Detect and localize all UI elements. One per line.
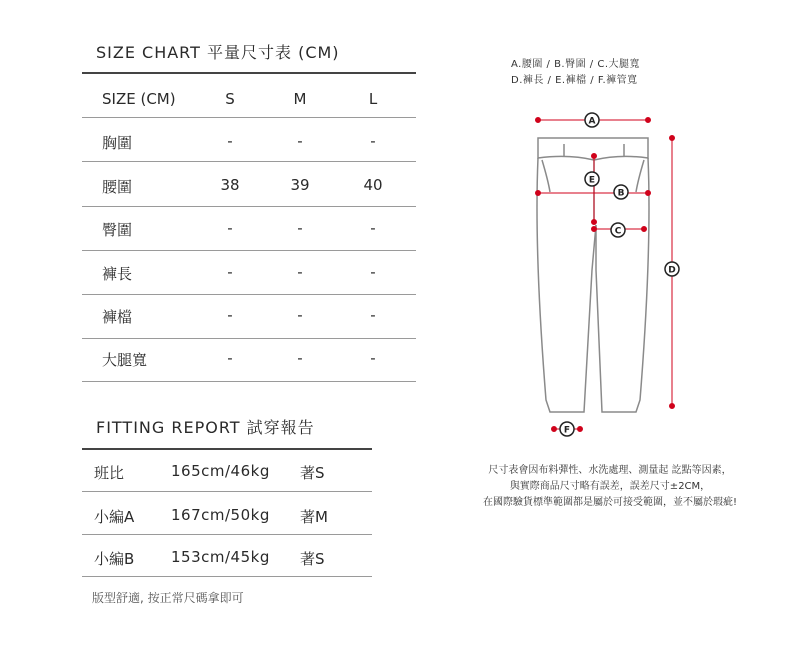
measurement-legend-line-1: A.腰圍 / B.臀圍 / C.大腿寬 — [511, 59, 640, 70]
svg-text:D: D — [668, 265, 676, 276]
fitting-row-name: 小編A — [94, 508, 135, 526]
marker-d — [665, 262, 679, 276]
measurement-legend-line-2: D.褲長 / E.褲檔 / F.褲管寬 — [511, 75, 638, 86]
fitting-row-divider — [82, 576, 372, 577]
size-row-divider — [82, 161, 416, 162]
marker-b — [614, 185, 628, 199]
svg-text:A: A — [588, 116, 596, 127]
size-row-label: 褲檔 — [102, 308, 133, 326]
measurement-lines — [536, 118, 675, 432]
marker-c — [611, 223, 625, 237]
svg-text:E: E — [588, 175, 596, 186]
hem-dot-left — [552, 427, 557, 432]
size-row-divider — [82, 117, 416, 118]
disclaimer-line-3: 在國際驗貨標準範圍都是屬於可接受範圍，並不屬於瑕疵! — [482, 497, 737, 508]
size-row-divider — [82, 338, 416, 339]
size-row-label: 大腿寬 — [102, 351, 148, 369]
fitting-row-divider — [82, 491, 372, 492]
length-dot-top — [670, 136, 675, 141]
fitting-report-title: FITTING REPORT 試穿報告 — [96, 418, 315, 437]
waist-dot-right — [646, 118, 651, 123]
hip-dot-right — [646, 191, 651, 196]
fitting-row-name: 班比 — [94, 464, 125, 482]
length-dot-bottom — [670, 404, 675, 409]
measurement-markers — [560, 113, 679, 436]
fitting-row-body: 165cm/46kg — [171, 462, 270, 480]
size-row-label: 胸圍 — [102, 134, 133, 152]
disclaimer-line-2: 與實際商品尺寸略有誤差，誤差尺寸±2CM， — [509, 481, 711, 492]
fitting-row-name: 小編B — [94, 550, 135, 568]
thigh-dot-right — [642, 227, 647, 232]
rise-dot-top — [592, 154, 597, 159]
marker-a — [585, 113, 599, 127]
rise-dot-bottom — [592, 220, 597, 225]
size-row-divider — [82, 250, 416, 251]
size-row-divider — [82, 381, 416, 382]
fitting-row-size: 著S — [300, 550, 325, 568]
fitting-row-body: 153cm/45kg — [171, 548, 270, 566]
size-row-label: 褲長 — [102, 265, 133, 283]
fitting-row-size: 著M — [300, 508, 328, 526]
thigh-dot-left — [592, 227, 597, 232]
size-row-label: 臀圍 — [102, 221, 133, 239]
left-pocket — [542, 160, 550, 192]
fitting-row-divider — [82, 534, 372, 535]
pants-measurement-diagram — [520, 100, 700, 445]
size-chart-title: SIZE CHART 平量尺寸表 (CM) — [96, 43, 340, 62]
size-row-divider — [82, 294, 416, 295]
right-pocket — [636, 160, 644, 192]
size-chart-top-rule — [82, 72, 416, 74]
size-header-label: SIZE (CM) — [102, 90, 176, 108]
size-row-divider — [82, 206, 416, 207]
waist-dot-left — [536, 118, 541, 123]
fitting-note: 版型舒適, 按正常尺碼拿即可 — [92, 591, 244, 605]
svg-text:C: C — [614, 226, 622, 237]
svg-text:F: F — [563, 425, 571, 436]
fitting-row-size: 著S — [300, 464, 325, 482]
left-leg-outline — [537, 158, 596, 412]
fitting-top-rule — [82, 448, 372, 450]
marker-e — [585, 172, 599, 186]
size-row-label: 腰圍 — [102, 178, 133, 196]
marker-f — [560, 422, 574, 436]
disclaimer-line-1: 尺寸表會因布料彈性、水洗處理、測量起 訖點等因素， — [488, 465, 732, 476]
hem-dot-right — [578, 427, 583, 432]
fitting-row-body: 167cm/50kg — [171, 506, 270, 524]
svg-text:B: B — [617, 188, 625, 199]
hip-dot-left — [536, 191, 541, 196]
